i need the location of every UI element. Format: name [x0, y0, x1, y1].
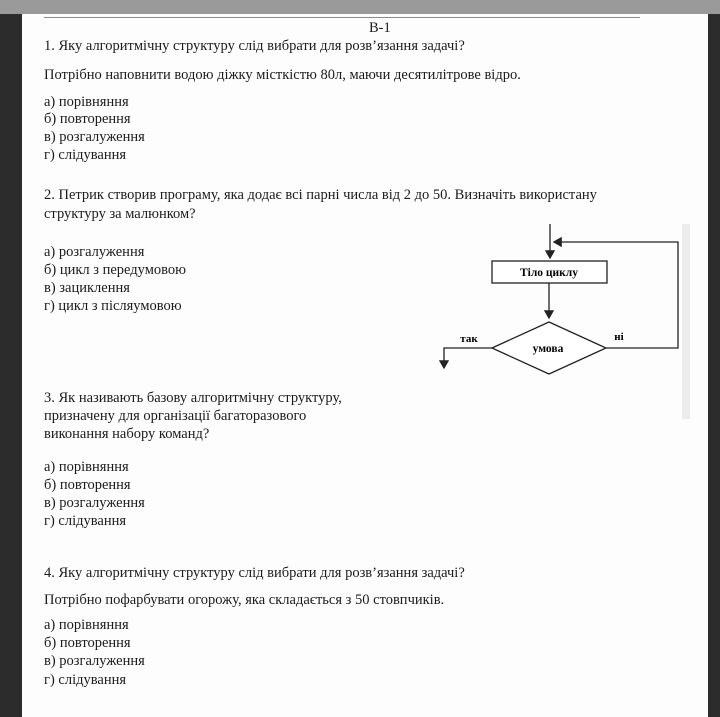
q3-question-line3: виконання набору команд?: [44, 426, 210, 442]
q4-question: 4. Яку алгоритмічну структуру слід вибрати для розв’язання задачі?: [44, 565, 465, 581]
header-rule: [44, 17, 640, 18]
top-bar: [0, 0, 720, 14]
q1-option-d: г) слідування: [44, 147, 127, 163]
q4-task: Потрібно пофарбувати огорожу, яка складається з 50 стовпчиків.: [44, 592, 445, 608]
q2-option-b: б) цикл з передумовою: [44, 262, 186, 278]
q3-option-b: б) повторення: [44, 477, 131, 493]
yes-branch-arrow: [444, 348, 492, 368]
q2-question-line2: структуру за малюнком?: [44, 206, 196, 222]
loop-flowchart: [414, 222, 684, 392]
q1-task: Потрібно наповнити водою діжку місткістю 80л, маючи десятилітрове відро.: [44, 67, 521, 83]
q1-option-c: в) розгалуження: [44, 129, 145, 145]
q2-option-d: г) цикл з післяумовою: [44, 298, 182, 314]
variant-title: В-1: [369, 20, 391, 36]
q1-question: 1. Яку алгоритмічну структуру слід вибрати для розв’язання задачі?: [44, 38, 465, 54]
condition-label: умова: [532, 343, 564, 355]
q4-option-b: б) повторення: [44, 635, 131, 651]
yes-label: так: [460, 333, 478, 345]
q4-option-a: а) порівняння: [44, 617, 129, 633]
q1-option-a: а) порівняння: [44, 94, 129, 110]
q3-option-d: г) слідування: [44, 513, 127, 529]
no-label: ні: [614, 331, 624, 343]
right-background-strip: [708, 14, 720, 717]
q4-option-c: в) розгалуження: [44, 653, 145, 669]
q3-option-a: а) порівняння: [44, 459, 129, 475]
q3-question-line1: 3. Як називають базову алгоритмічну структуру,: [44, 390, 342, 406]
q2-question-line1: 2. Петрик створив програму, яка додає всі парні числа від 2 до 50. Визначіть використану: [44, 187, 597, 203]
left-background-strip: [0, 14, 22, 717]
q4-option-d: г) слідування: [44, 672, 127, 688]
q3-question-line2: призначену для організації багаторазового: [44, 408, 307, 424]
q3-option-c: в) розгалуження: [44, 495, 145, 511]
q1-option-b: б) повторення: [44, 111, 131, 127]
q2-option-a: а) розгалуження: [44, 244, 145, 260]
q2-option-c: в) зациклення: [44, 280, 130, 296]
loop-body-label: Тіло циклу: [519, 267, 579, 279]
worksheet-page: [22, 14, 708, 717]
